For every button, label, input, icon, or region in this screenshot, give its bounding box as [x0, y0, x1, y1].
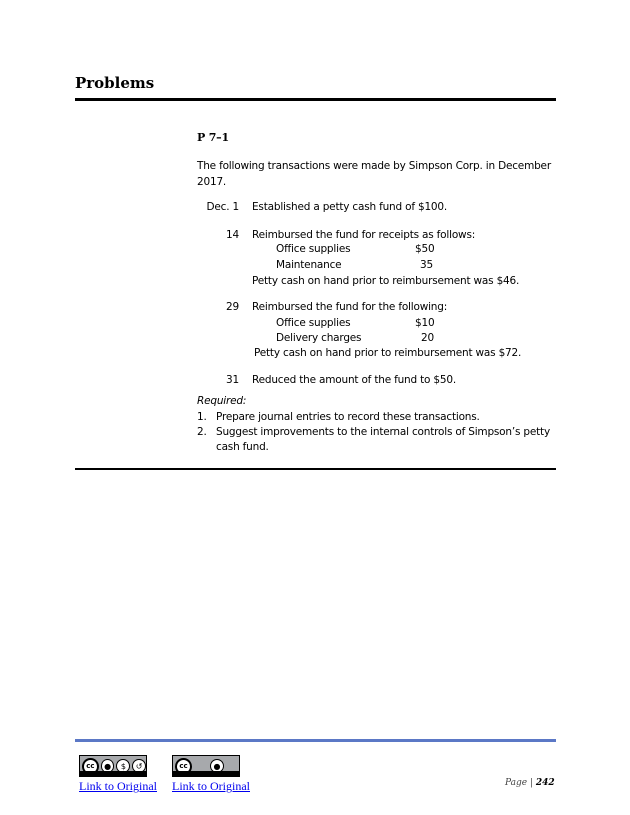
required-text: Suggest improvements to the internal controls of Simpson’s petty cash fund. [216, 426, 550, 453]
page-number-value: 242 [535, 778, 555, 788]
sharealike-icon: ↺ [132, 759, 146, 773]
transaction-date: 31 [226, 374, 239, 386]
cc-by-badge [172, 755, 240, 777]
cc-icon: cc [82, 758, 99, 775]
attribution-icon: ● [101, 759, 115, 773]
item-name: Office supplies [276, 243, 351, 255]
transaction-text: Reduced the amount of the fund to $50. [252, 374, 456, 386]
item-name: Office supplies [276, 317, 351, 329]
item-amount: 35 [420, 259, 433, 271]
required-text: Prepare journal entries to record these transactions. [216, 411, 480, 423]
footer-rule [75, 739, 556, 742]
cc-icon: cc [175, 758, 192, 775]
section-end-rule [75, 468, 556, 470]
heading-rule [75, 98, 556, 101]
transaction-date: 14 [226, 229, 239, 241]
transaction-date: Dec. 1 [206, 201, 239, 213]
badge-strip [173, 771, 239, 776]
transaction-note: Petty cash on hand prior to reimbursement was $46. [252, 275, 520, 287]
required-label: Required: [197, 395, 247, 407]
problem-intro: The following transactions were made by Simpson Corp. in December 2017. [197, 160, 551, 188]
link-to-original-1[interactable]: Link to Original [79, 779, 157, 793]
required-number: 1. [197, 411, 207, 423]
item-name: Maintenance [276, 259, 342, 271]
required-number: 2. [197, 426, 207, 438]
badge-strip [80, 771, 146, 776]
cc-by-nc-sa-badge [79, 755, 147, 777]
item-amount: $10 [415, 317, 435, 329]
item-amount: 20 [421, 332, 434, 344]
transaction-text: Established a petty cash fund of $100. [252, 201, 448, 213]
attribution-icon: ● [210, 759, 224, 773]
problem-id: P 7–1 [197, 131, 229, 144]
transaction-text: Reimbursed the fund for the following: [252, 301, 448, 313]
item-amount: $50 [415, 243, 435, 255]
noncommercial-icon: $ [116, 759, 130, 773]
page-label: Page | [505, 778, 533, 788]
transaction-note: Petty cash on hand prior to reimbursement was $72. [254, 347, 522, 359]
transaction-date: 29 [226, 301, 239, 313]
link-to-original-2[interactable]: Link to Original [172, 779, 250, 793]
page-number [505, 778, 555, 788]
item-name: Delivery charges [276, 332, 362, 344]
transaction-text: Reimbursed the fund for receipts as follows: [252, 229, 476, 241]
page-heading: Problems [75, 74, 155, 92]
